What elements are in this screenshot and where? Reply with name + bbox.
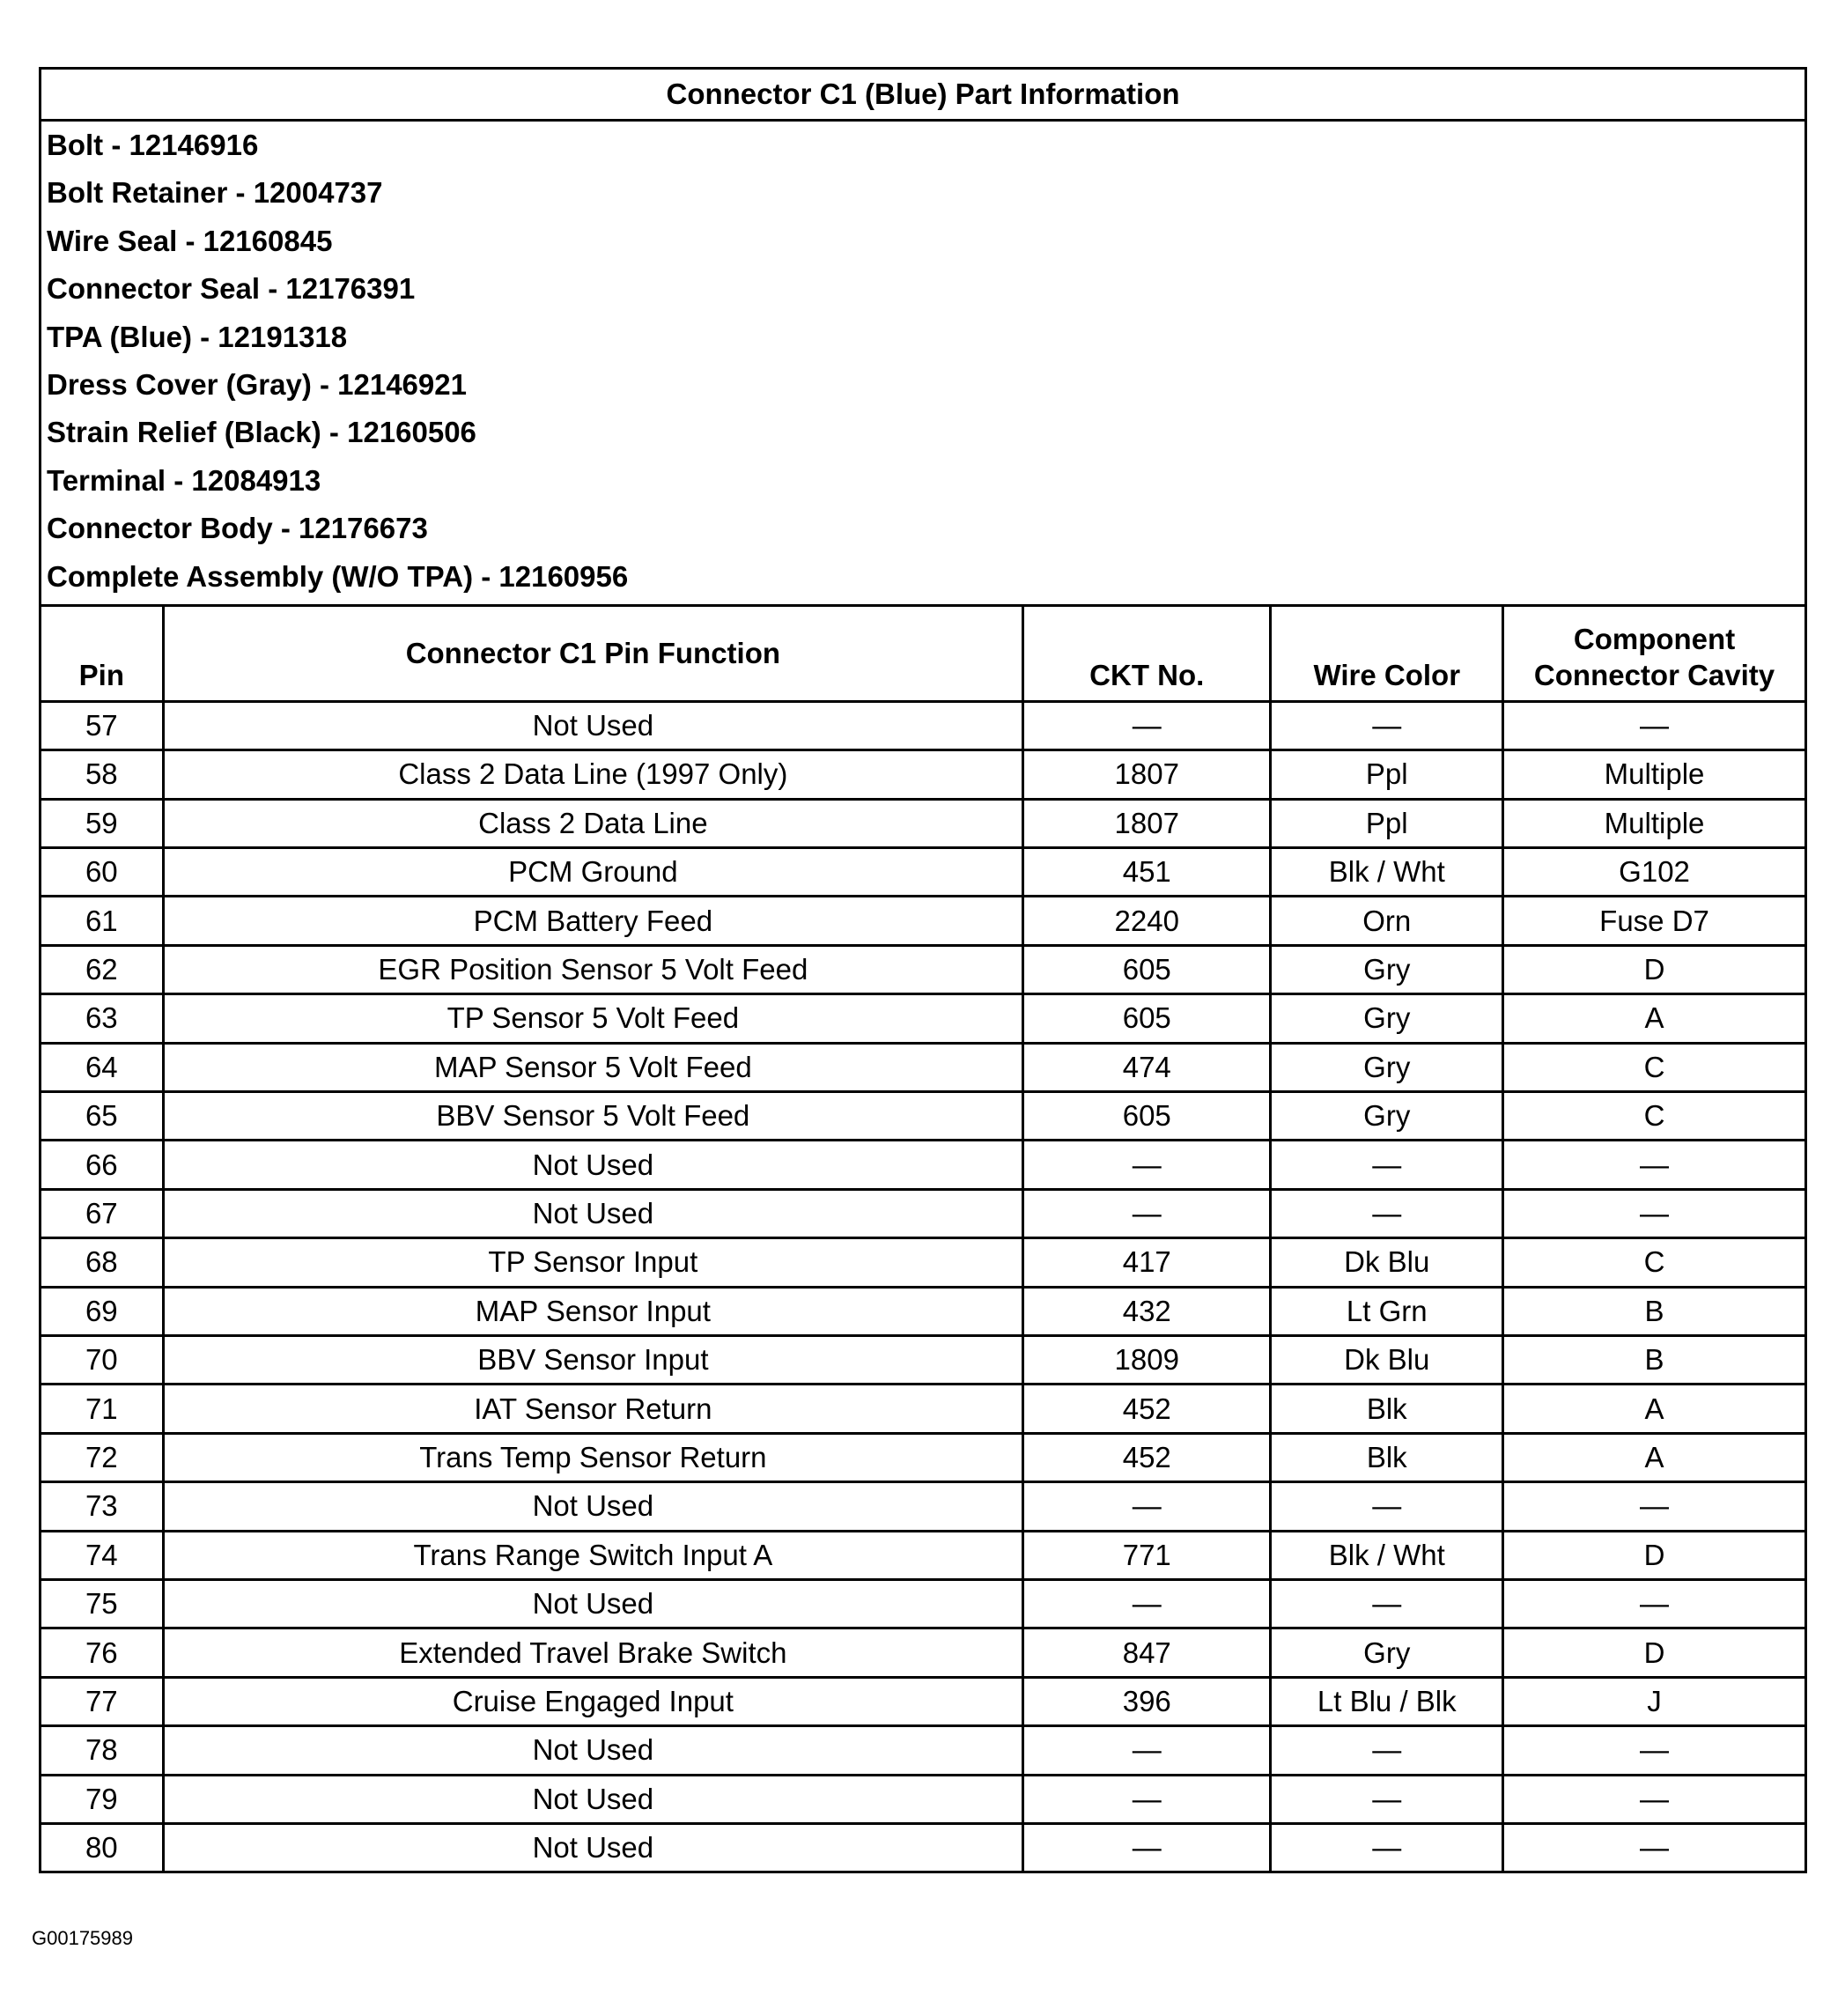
part-line: Connector Body - 12176673 xyxy=(47,512,428,545)
cell-ckt-no: 417 xyxy=(1023,1238,1271,1287)
table-row xyxy=(41,1726,1806,1775)
header-ckt-no: CKT No. xyxy=(1023,605,1271,701)
cell-cavity: — xyxy=(1503,701,1806,750)
cell-cavity: A xyxy=(1503,1433,1806,1481)
table-row xyxy=(41,1775,1806,1823)
table-row xyxy=(41,994,1806,1043)
cell-wire-color: Gry xyxy=(1271,994,1503,1043)
table-row xyxy=(41,897,1806,945)
cell-wire-color: Gry xyxy=(1271,945,1503,993)
table-row xyxy=(41,1092,1806,1141)
cell-cavity: G102 xyxy=(1503,848,1806,897)
table-row xyxy=(41,1482,1806,1531)
cell-pin: 66 xyxy=(41,1141,164,1189)
cell-pin: 74 xyxy=(41,1531,164,1579)
part-list xyxy=(41,122,1804,604)
part-line: Connector Seal - 12176391 xyxy=(47,272,416,306)
cell-ckt-no: 847 xyxy=(1023,1628,1271,1677)
cell-cavity: C xyxy=(1503,1092,1806,1141)
cell-pin: 79 xyxy=(41,1775,164,1823)
cell-cavity: A xyxy=(1503,1385,1806,1433)
cell-pin-function: Class 2 Data Line xyxy=(163,799,1022,847)
cell-wire-color: Blk xyxy=(1271,1385,1503,1433)
table-row xyxy=(41,848,1806,897)
cell-cavity: — xyxy=(1503,1579,1806,1628)
table-row xyxy=(41,1579,1806,1628)
cell-pin-function: Class 2 Data Line (1997 Only) xyxy=(163,750,1022,799)
table-row xyxy=(41,1238,1806,1287)
cell-pin: 77 xyxy=(41,1677,164,1725)
cell-wire-color: — xyxy=(1271,1482,1503,1531)
cell-pin-function: Extended Travel Brake Switch xyxy=(163,1628,1022,1677)
cell-cavity: A xyxy=(1503,994,1806,1043)
table-row xyxy=(41,799,1806,847)
cell-cavity: — xyxy=(1503,1482,1806,1531)
part-line: TPA (Blue) - 12191318 xyxy=(47,320,348,353)
cell-pin: 75 xyxy=(41,1579,164,1628)
cell-pin: 59 xyxy=(41,799,164,847)
cell-cavity: B xyxy=(1503,1335,1806,1384)
cell-ckt-no: 605 xyxy=(1023,945,1271,993)
table-row xyxy=(41,1043,1806,1091)
part-line: Wire Seal - 12160845 xyxy=(47,224,333,257)
cell-ckt-no: — xyxy=(1023,1823,1271,1872)
cell-pin-function: BBV Sensor 5 Volt Feed xyxy=(163,1092,1022,1141)
header-pin-function: Connector C1 Pin Function xyxy=(163,605,1022,701)
table-header-row xyxy=(41,605,1806,701)
cell-pin: 80 xyxy=(41,1823,164,1872)
cell-pin-function: Not Used xyxy=(163,1579,1022,1628)
cell-pin: 63 xyxy=(41,994,164,1043)
cell-pin-function: Not Used xyxy=(163,1189,1022,1237)
table-row xyxy=(41,1335,1806,1384)
table-row xyxy=(41,1823,1806,1872)
cell-cavity: — xyxy=(1503,1823,1806,1872)
cell-ckt-no: — xyxy=(1023,1579,1271,1628)
cell-cavity: D xyxy=(1503,945,1806,993)
cell-pin-function: Not Used xyxy=(163,1141,1022,1189)
cell-ckt-no: — xyxy=(1023,1482,1271,1531)
cell-wire-color: Gry xyxy=(1271,1628,1503,1677)
cell-pin: 78 xyxy=(41,1726,164,1775)
cell-ckt-no: 1809 xyxy=(1023,1335,1271,1384)
cell-pin-function: PCM Battery Feed xyxy=(163,897,1022,945)
table-row xyxy=(41,1189,1806,1237)
part-line: Strain Relief (Black) - 12160506 xyxy=(47,416,476,449)
cell-ckt-no: 452 xyxy=(1023,1433,1271,1481)
cell-ckt-no: 2240 xyxy=(1023,897,1271,945)
cell-wire-color: — xyxy=(1271,1823,1503,1872)
cell-pin: 72 xyxy=(41,1433,164,1481)
cell-pin: 65 xyxy=(41,1092,164,1141)
cell-wire-color: — xyxy=(1271,1189,1503,1237)
cell-cavity: — xyxy=(1503,1141,1806,1189)
cell-ckt-no: — xyxy=(1023,1726,1271,1775)
cell-pin-function: Cruise Engaged Input xyxy=(163,1677,1022,1725)
part-line: Terminal - 12084913 xyxy=(47,463,321,497)
cell-pin: 76 xyxy=(41,1628,164,1677)
table-row xyxy=(41,1677,1806,1725)
table-row xyxy=(41,1433,1806,1481)
cell-pin-function: PCM Ground xyxy=(163,848,1022,897)
cell-wire-color: Orn xyxy=(1271,897,1503,945)
cell-wire-color: Ppl xyxy=(1271,799,1503,847)
table-row xyxy=(41,1385,1806,1433)
cell-ckt-no: 452 xyxy=(1023,1385,1271,1433)
cell-pin: 69 xyxy=(41,1287,164,1335)
part-line: Complete Assembly (W/O TPA) - 12160956 xyxy=(47,559,629,593)
cell-pin-function: MAP Sensor 5 Volt Feed xyxy=(163,1043,1022,1091)
cell-ckt-no: 605 xyxy=(1023,994,1271,1043)
cell-pin: 73 xyxy=(41,1482,164,1531)
cell-ckt-no: — xyxy=(1023,1141,1271,1189)
table-row xyxy=(41,1628,1806,1677)
header-pin: Pin xyxy=(41,605,164,701)
table-row xyxy=(41,945,1806,993)
cell-ckt-no: 605 xyxy=(1023,1092,1271,1141)
cell-wire-color: Dk Blu xyxy=(1271,1335,1503,1384)
cell-wire-color: Lt Blu / Blk xyxy=(1271,1677,1503,1725)
cell-pin: 57 xyxy=(41,701,164,750)
table-row xyxy=(41,1287,1806,1335)
cell-cavity: B xyxy=(1503,1287,1806,1335)
cell-wire-color: Gry xyxy=(1271,1092,1503,1141)
connector-table xyxy=(39,67,1807,1873)
cell-pin: 70 xyxy=(41,1335,164,1384)
part-information-title: Connector C1 (Blue) Part Information xyxy=(41,70,1804,122)
cell-pin: 71 xyxy=(41,1385,164,1433)
cell-pin-function: TP Sensor 5 Volt Feed xyxy=(163,994,1022,1043)
table-row xyxy=(41,1531,1806,1579)
cell-pin-function: Trans Temp Sensor Return xyxy=(163,1433,1022,1481)
cell-pin: 64 xyxy=(41,1043,164,1091)
table-row xyxy=(41,750,1806,799)
cell-pin-function: Not Used xyxy=(163,701,1022,750)
cell-wire-color: — xyxy=(1271,1726,1503,1775)
cell-pin: 60 xyxy=(41,848,164,897)
cell-ckt-no: — xyxy=(1023,1189,1271,1237)
cell-cavity: C xyxy=(1503,1238,1806,1287)
cell-pin-function: BBV Sensor Input xyxy=(163,1335,1022,1384)
cell-wire-color: Lt Grn xyxy=(1271,1287,1503,1335)
cell-ckt-no: 396 xyxy=(1023,1677,1271,1725)
table-row xyxy=(41,1141,1806,1189)
cell-wire-color: — xyxy=(1271,1579,1503,1628)
cell-ckt-no: 474 xyxy=(1023,1043,1271,1091)
cell-cavity: — xyxy=(1503,1726,1806,1775)
cell-wire-color: Blk / Wht xyxy=(1271,1531,1503,1579)
cell-ckt-no: 432 xyxy=(1023,1287,1271,1335)
cell-cavity: D xyxy=(1503,1628,1806,1677)
pin-function-table xyxy=(39,604,1807,1873)
cell-wire-color: — xyxy=(1271,701,1503,750)
cell-cavity: Multiple xyxy=(1503,750,1806,799)
cell-pin-function: EGR Position Sensor 5 Volt Feed xyxy=(163,945,1022,993)
cell-ckt-no: 451 xyxy=(1023,848,1271,897)
cell-cavity: Multiple xyxy=(1503,799,1806,847)
part-line: Bolt - 12146916 xyxy=(47,129,259,161)
cell-ckt-no: 771 xyxy=(1023,1531,1271,1579)
cell-pin-function: MAP Sensor Input xyxy=(163,1287,1022,1335)
cell-pin: 62 xyxy=(41,945,164,993)
cell-pin: 68 xyxy=(41,1238,164,1287)
cell-ckt-no: — xyxy=(1023,701,1271,750)
header-cavity-line1: Component xyxy=(1573,622,1736,655)
header-wire-color: Wire Color xyxy=(1271,605,1503,701)
cell-cavity: Fuse D7 xyxy=(1503,897,1806,945)
cell-cavity: — xyxy=(1503,1775,1806,1823)
cell-ckt-no: — xyxy=(1023,1775,1271,1823)
table-row xyxy=(41,701,1806,750)
cell-wire-color: Gry xyxy=(1271,1043,1503,1091)
part-information-section xyxy=(39,67,1807,604)
cell-pin-function: Not Used xyxy=(163,1823,1022,1872)
cell-pin-function: Not Used xyxy=(163,1726,1022,1775)
cell-pin-function: IAT Sensor Return xyxy=(163,1385,1022,1433)
figure-code: G00175989 xyxy=(32,1927,133,1949)
header-cavity-line2: Connector Cavity xyxy=(1533,658,1775,691)
cell-wire-color: — xyxy=(1271,1775,1503,1823)
header-component-connector-cavity xyxy=(1503,605,1806,701)
cell-wire-color: Blk xyxy=(1271,1433,1503,1481)
cell-wire-color: Blk / Wht xyxy=(1271,848,1503,897)
cell-pin: 67 xyxy=(41,1189,164,1237)
cell-cavity: — xyxy=(1503,1189,1806,1237)
cell-wire-color: Ppl xyxy=(1271,750,1503,799)
part-line: Bolt Retainer - 12004737 xyxy=(47,176,383,210)
cell-cavity: J xyxy=(1503,1677,1806,1725)
cell-wire-color: Dk Blu xyxy=(1271,1238,1503,1287)
cell-pin-function: Not Used xyxy=(163,1482,1022,1531)
cell-pin: 58 xyxy=(41,750,164,799)
cell-ckt-no: 1807 xyxy=(1023,750,1271,799)
part-line: Dress Cover (Gray) - 12146921 xyxy=(47,367,467,401)
cell-pin-function: Trans Range Switch Input A xyxy=(163,1531,1022,1579)
cell-ckt-no: 1807 xyxy=(1023,799,1271,847)
cell-wire-color: — xyxy=(1271,1141,1503,1189)
cell-pin-function: Not Used xyxy=(163,1775,1022,1823)
cell-cavity: D xyxy=(1503,1531,1806,1579)
pin-rows xyxy=(41,701,1806,1872)
cell-pin-function: TP Sensor Input xyxy=(163,1238,1022,1287)
cell-cavity: C xyxy=(1503,1043,1806,1091)
cell-pin: 61 xyxy=(41,897,164,945)
